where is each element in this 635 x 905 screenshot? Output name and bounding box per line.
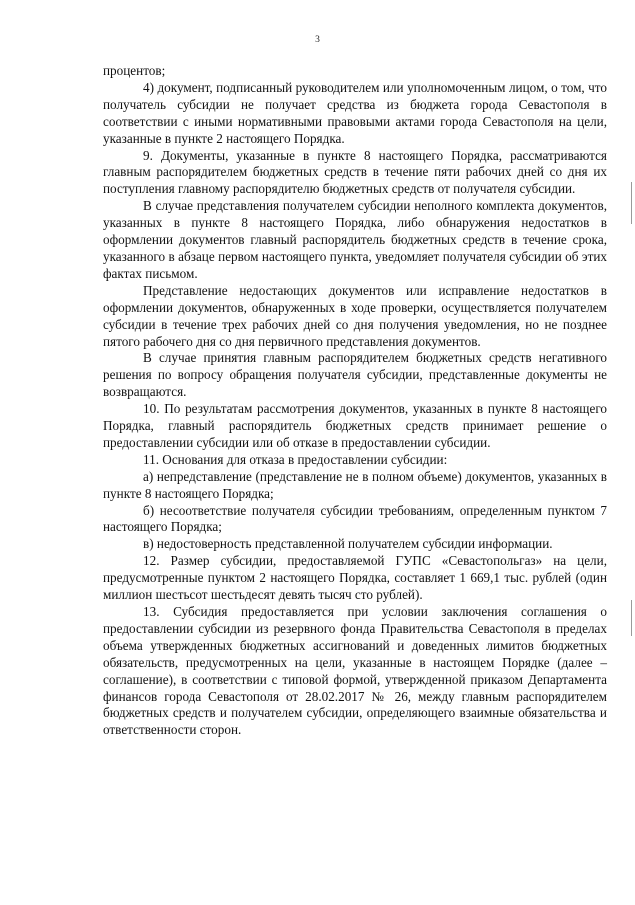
- paragraph-clause-12: 12. Размер субсидии, предоставляемой ГУПС «Севастопольгаз» на цели, предусмотренные пунктом 2 настоящего Порядка, составляет 1 669,1 тыс. рублей (один миллион шестьсот шестьдесят девять тысяч сто рублей).: [103, 553, 607, 603]
- paragraph-clause-10: 10. По результатам рассмотрения документов, указанных в пункте 8 настоящего Порядка, главный распорядитель бюджетных средств принимает решение о предоставлении субсидии или об отказе в предоставлении субсидии.: [103, 401, 607, 450]
- scan-edge-mark: [631, 182, 632, 224]
- document-body: [103, 63, 607, 739]
- paragraph-clause-11: 11. Основания для отказа в предоставлении субсидии:: [143, 451, 448, 467]
- paragraph-item-4: 4) документ, подписанный руководителем или уполномоченным лицом, о том, что получатель субсидии не получает средства из бюджета города Севастополя в соответствии с иными нормативными правовыми актами города Севастополя на цели, указанные в пункте 2 настоящего Порядка.: [103, 79, 607, 146]
- paragraph-clause-13: 13. Субсидия предоставляется при условии заключения соглашения о предоставлении субсидии из резервного фонда Правительства Севастополя в пределах объема утвержденных бюджетных ассигнований и доведенных лимитов бюджетных обязательств, предусмотренных на цели, указанные в настоящем Порядке (далее – соглашение), в соответствии с типовой формой, утвержденной приказом Департамента финансов города Севастополя от 28.02.2017 № 26, между главным распорядителем бюджетных средств и получателем субсидии, определяющего взаимные обязательства и ответственности сторон.: [103, 604, 607, 738]
- paragraph-missing-documents: Представление недостающих документов или исправление недостатков в оформлении документов, обнаруженных в ходе проверки, осуществляется получателем субсидии в течение трех рабочих дней со дня получения уведомления, но не позднее пятого рабочего дня со дня первичного представления документов.: [103, 282, 607, 349]
- scan-edge-mark: [631, 600, 632, 636]
- paragraph-clause-9: 9. Документы, указанные в пункте 8 настоящего Порядка, рассматриваются главным распорядителем бюджетных средств в течение пяти рабочих дней со дня их поступления главному распорядителю бюджетных средств от получателя субсидии.: [103, 147, 607, 197]
- paragraph-negative-decision: В случае принятия главным распорядителем бюджетных средств негативного решения по вопросу обращения получателя субсидии, представленные документы не возвращаются.: [103, 350, 607, 400]
- page-number: 3: [315, 35, 320, 45]
- paragraph-item-a: а) непредставление (представление не в полном объеме) документов, указанных в пункте 8 настоящего Порядка;: [103, 468, 607, 501]
- paragraph-item-b: б) несоответствие получателя субсидии требованиям, определенным пунктом 7 настоящего Порядка;: [103, 502, 607, 535]
- paragraph-incomplete-documents: В случае представления получателем субсидии неполного комплекта документов, указанных в пункте 8 настоящего Порядка, либо обнаружения недостатков в оформлении документов главный распорядитель бюджетных средств в течение срока, указанного в абзаце первом настоящего пункта, уведомляет получателя субсидии об этих фактах письмом.: [103, 198, 607, 281]
- paragraph-item-v: в) недостоверность представленной получателем субсидии информации.: [143, 536, 553, 552]
- paragraph-continuation: процентов;: [103, 63, 166, 78]
